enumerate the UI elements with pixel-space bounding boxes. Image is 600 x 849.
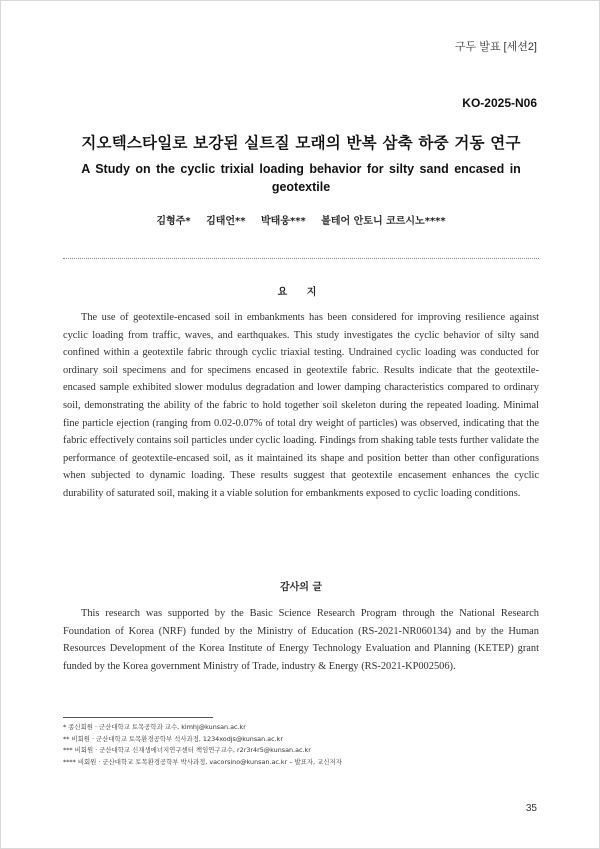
abstract-heading: 요 지 (277, 287, 325, 298)
title-korean: 지오텍스타일로 보강된 실트질 모래의 반복 삼축 하중 거동 연구 (81, 134, 521, 152)
page-number: 35 (525, 803, 537, 814)
footnote-rule (63, 717, 213, 718)
session-label: 구두 발표 [세션2] (454, 41, 537, 53)
footnote-2: ** 비회원 · 군산대학교 토목환경공학부 석사과정, 1234xodjs@kunsan.ac.kr (63, 734, 283, 743)
dotted-divider (63, 258, 539, 259)
author-2: 김태언** (206, 216, 246, 227)
footnote-1: * 종신회원 · 군산대학교 토목공학과 교수, kimhj@kunsan.ac.kr (63, 723, 246, 731)
footnotes (63, 722, 539, 768)
author-4: 볼테어 안토니 코르시노**** (321, 216, 446, 227)
footnote-3: *** 비회원 · 군산대학교 신재생에너지연구센터 책임연구교수, r2r3r4r5@kunsan.ac.kr (63, 746, 311, 754)
title-english: A Study on the cyclic trixial loading behavior for silty sand encased in geotextile (81, 162, 521, 194)
author-list (1, 212, 600, 227)
paper-code: KO-2025-N06 (462, 96, 537, 110)
footnote-4: **** 비회원 · 군산대학교 토목환경공학부 박사과정, vacorsino@kunsan.ac.kr – 발표자, 교신저자 (63, 757, 342, 766)
acknowledgement-text: This research was supported by the Basic Science Research Program through the National Research Foundation of Korea (NRF) funded by the Ministry of Education (RS-2021-NR060134) and by the Human Resources Development of the Korea Institute of Energy Technology Evaluation and Planning (KETEP) grant funded by the Korea government Ministry of Trade, industry & Energy (RS-2021-KP002506). (63, 608, 539, 672)
author-3: 박태웅*** (261, 216, 306, 227)
abstract-text: The use of geotextile-encased soil in embankments has been considered for improving resilience against cyclic loading from traffic, waves, and earthquakes. This study investigates the cyclic behavior of silty sand confined within a geotextile fabric through cyclic triaxial testing. Undrained cyclic loading was conducted for ordinary soil specimens and for specimens encased in geotextile fabric. Results indicate that the geotextile-encased sample exhibited slower modulus degradation and lower damping characteristics compared to ordinary soil, demonstrating the ability of the fabric to hold together soil skeleton during the repeated loading. Minimal fine particle ejection (ranging from 0.02-0.07% of total dry weight of particles) was observed, indicating that the fabric effectively contains soil particles under cyclic loading. Findings from shaking table tests further validate the performance of geotextile-encased soil, as it maintained its shape and position better than other configurations when subjected to dynamic loading. These results suggest that geotextile encasement enhances the cyclic durability of saturated soil, making it a viable solution for embankments exposed to cyclic loading conditions. (63, 312, 539, 499)
author-1: 김형주* (156, 216, 191, 227)
acknowledgement-heading: 감사의 글 (279, 582, 323, 593)
